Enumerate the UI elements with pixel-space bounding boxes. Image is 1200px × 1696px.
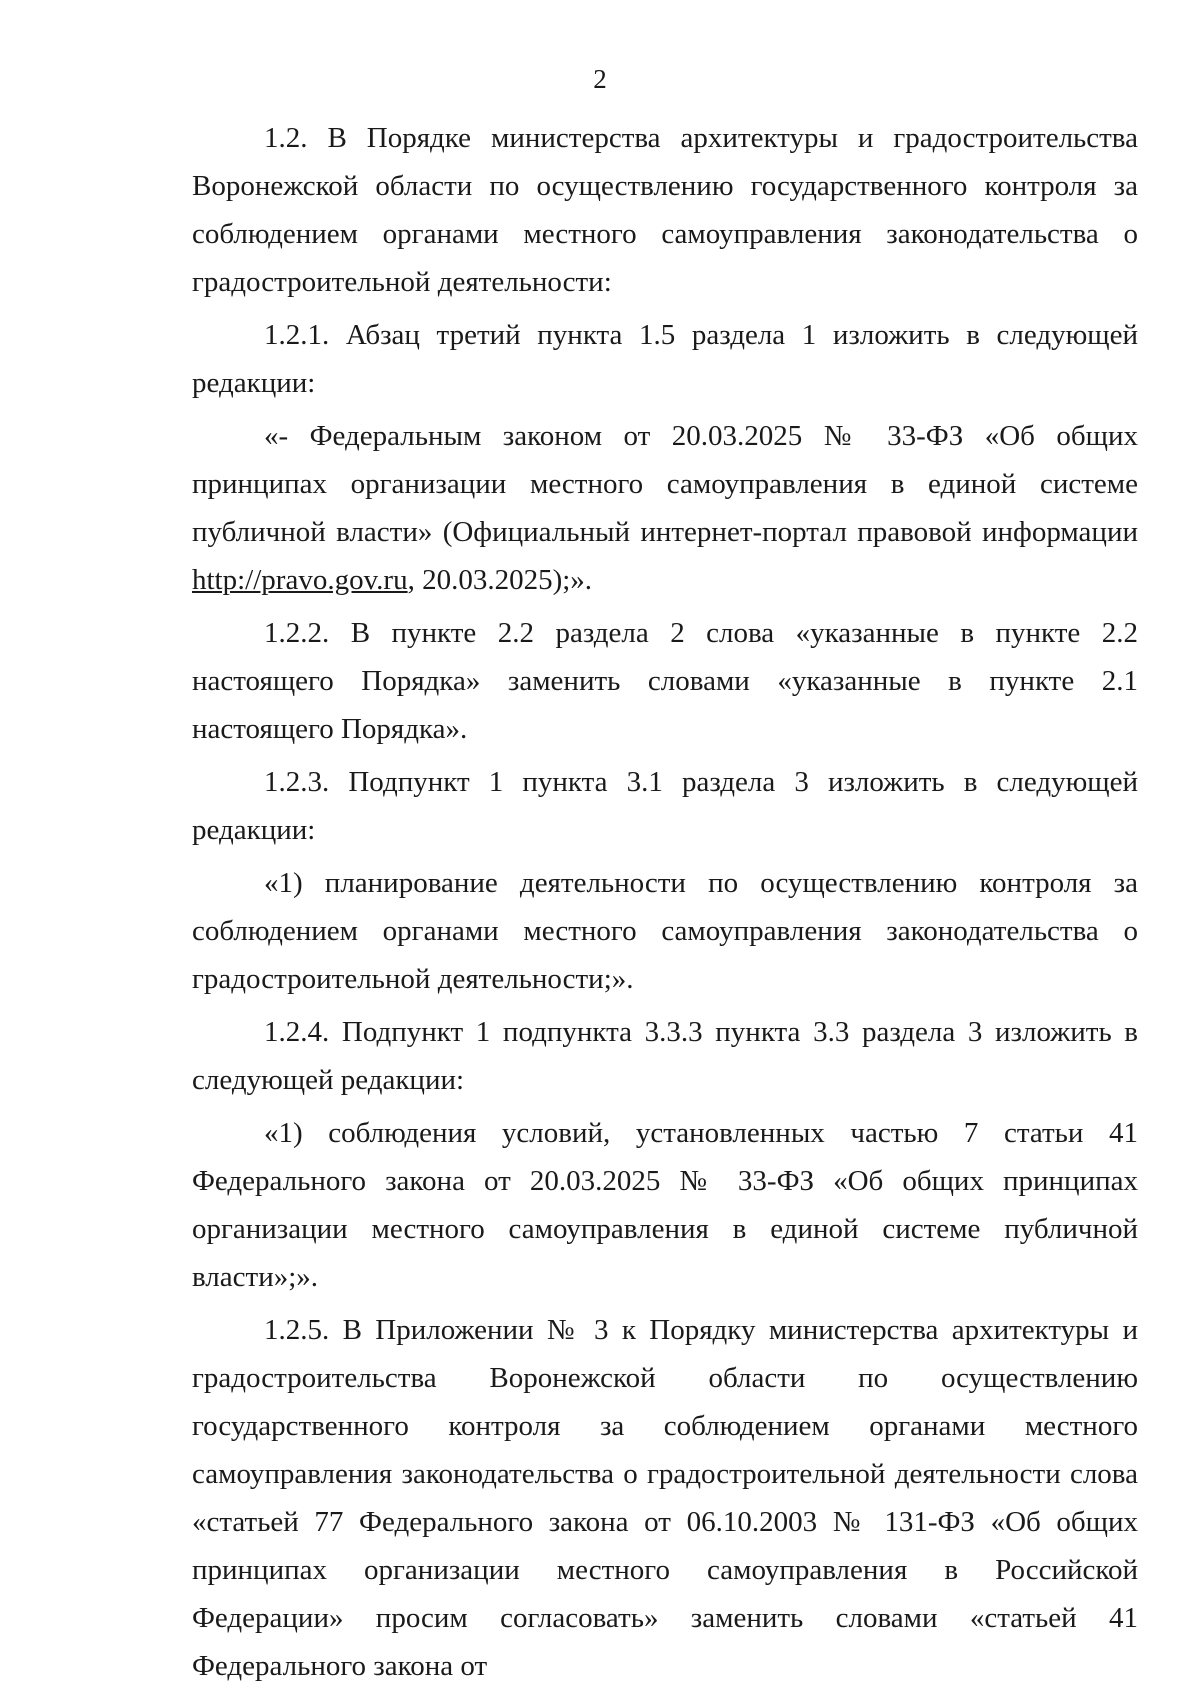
paragraph-1-2: 1.2. В Порядке министерства архитектуры и градостроительства Воронежской области по осуществлению государственного контроля за соблюдением органами местного самоуправления законодательства о градостроительной деятельности: — [192, 122, 1138, 298]
document-body — [192, 114, 1138, 1695]
pravo-gov-link[interactable]: http://pravo.gov.ru — [192, 564, 408, 596]
paragraph-quote-planning: «1) планирование деятельности по осуществлению контроля за соблюдением органами местного самоуправления законодательства о градостроительной деятельности;». — [192, 867, 1138, 995]
paragraph-1-2-1: 1.2.1. Абзац третий пункта 1.5 раздела 1 изложить в следующей редакции: — [192, 319, 1138, 399]
page-number: 2 — [593, 64, 607, 94]
paragraph-1-2-5: 1.2.5. В Приложении № 3 к Порядку министерства архитектуры и градостроительства Воронежской области по осуществлению государственного контроля за соблюдением органами местного самоуправления законодательства о градостроительной деятельности слова «статьей 77 Федерального закона от 06.10.2003 № 131-ФЗ «Об общих принципах организации местного самоуправления в Российской Федерации» просим согласовать» заменить словами «статьей 41 Федерального закона от — [192, 1314, 1138, 1682]
quote-text-before-link: «- Федеральным законом от 20.03.2025 № 33-ФЗ «Об общих принципах организации местного самоуправления в единой системе публичной власти» (Официальный интернет-портал правовой информации — [192, 420, 1138, 548]
paragraph-1-2-2: 1.2.2. В пункте 2.2 раздела 2 слова «указанные в пункте 2.2 настоящего Порядка» заменить словами «указанные в пункте 2.1 настоящего Порядка». — [192, 617, 1138, 745]
paragraph-quote-federal-law — [192, 412, 1138, 604]
paragraph-1-2-3: 1.2.3. Подпункт 1 пункта 3.1 раздела 3 изложить в следующей редакции: — [192, 766, 1138, 846]
paragraph-quote-conditions: «1) соблюдения условий, установленных частью 7 статьи 41 Федерального закона от 20.03.2025 № 33-ФЗ «Об общих принципах организации местного самоуправления в единой системе публичной власти»;». — [192, 1117, 1138, 1293]
paragraph-1-2-4: 1.2.4. Подпункт 1 подпункта 3.3.3 пункта 3.3 раздела 3 изложить в следующей редакции: — [192, 1016, 1138, 1096]
quote-text-after-link: , 20.03.2025);». — [407, 564, 593, 596]
